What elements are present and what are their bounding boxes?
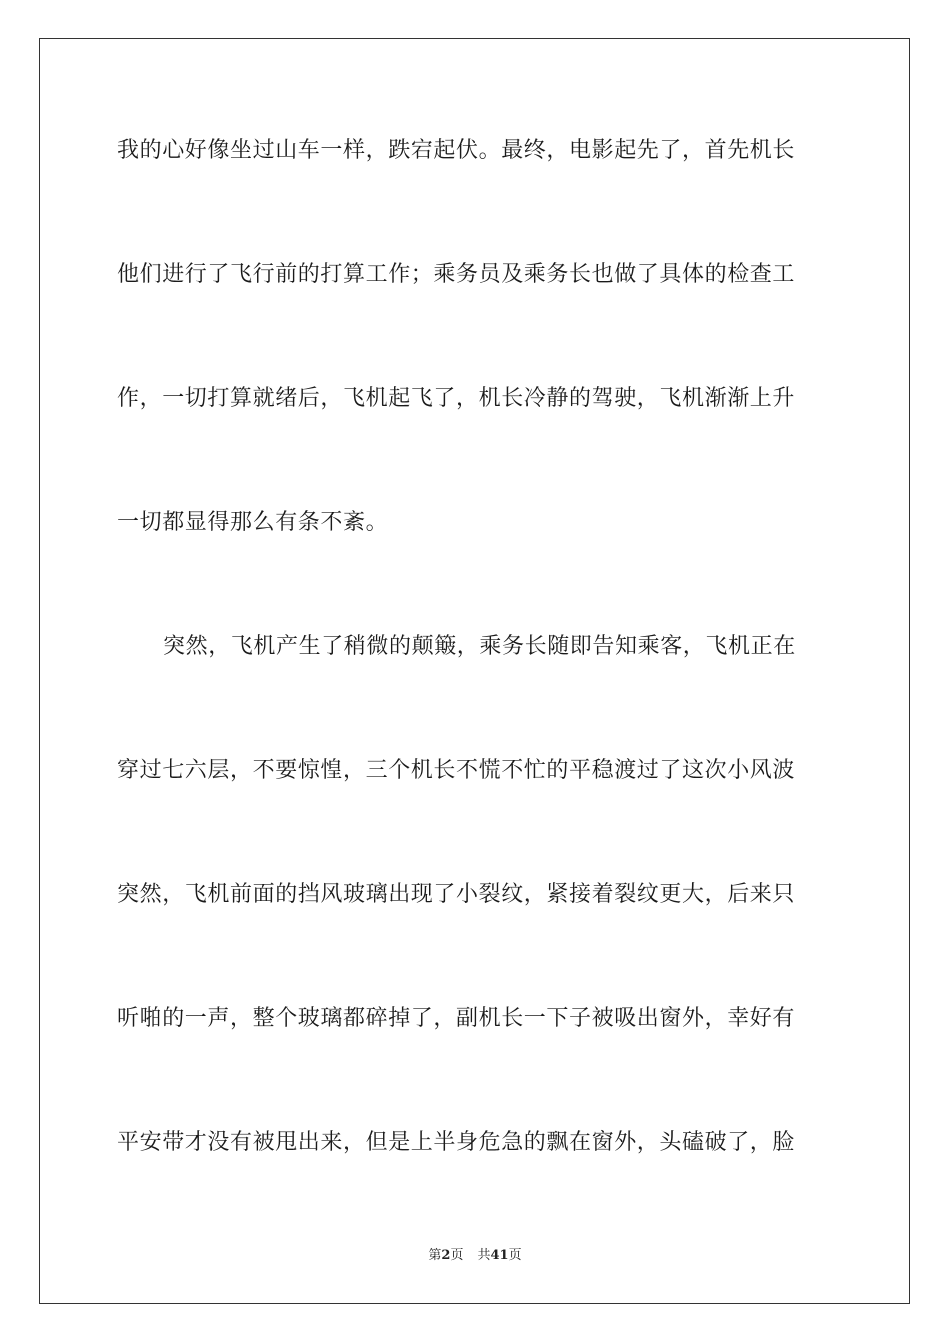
text-line: 听啪的一声，整个玻璃都碎掉了，副机长一下子被吸出窗外，幸好有: [117, 1006, 796, 1031]
page-footer: [0, 1246, 950, 1266]
page-number: 2: [441, 1248, 451, 1263]
text-line: 我的心好像坐过山车一样，跌宕起伏。最终，电影起先了，首先机长: [117, 138, 796, 163]
text-line: 一切都显得那么有条不紊。: [117, 510, 389, 535]
total-prefix: 共: [477, 1248, 491, 1263]
total-suffix: 页: [508, 1248, 522, 1263]
text-line: 平安带才没有被甩出来，但是上半身危急的飘在窗外，头磕破了，脸: [117, 1130, 796, 1155]
page-prefix: 第: [428, 1248, 442, 1263]
text-line: 穿过七六层，不要惊惶，三个机长不慌不忙的平稳渡过了这次小风波: [117, 758, 796, 783]
document-body: [117, 128, 837, 1244]
text-line: 突然，飞机前面的挡风玻璃出现了小裂纹，紧接着裂纹更大，后来只: [117, 882, 796, 907]
page-suffix: 页: [450, 1248, 464, 1263]
text-line: 他们进行了飞行前的打算工作；乘务员及乘务长也做了具体的检查工: [117, 262, 796, 287]
total-pages: 41: [490, 1248, 509, 1263]
paragraph-start-line: 突然，飞机产生了稍微的颠簸，乘务长随即告知乘客，飞机正在: [163, 634, 796, 659]
text-line: 作，一切打算就绪后，飞机起飞了，机长冷静的驾驶，飞机渐渐上升: [117, 386, 796, 411]
